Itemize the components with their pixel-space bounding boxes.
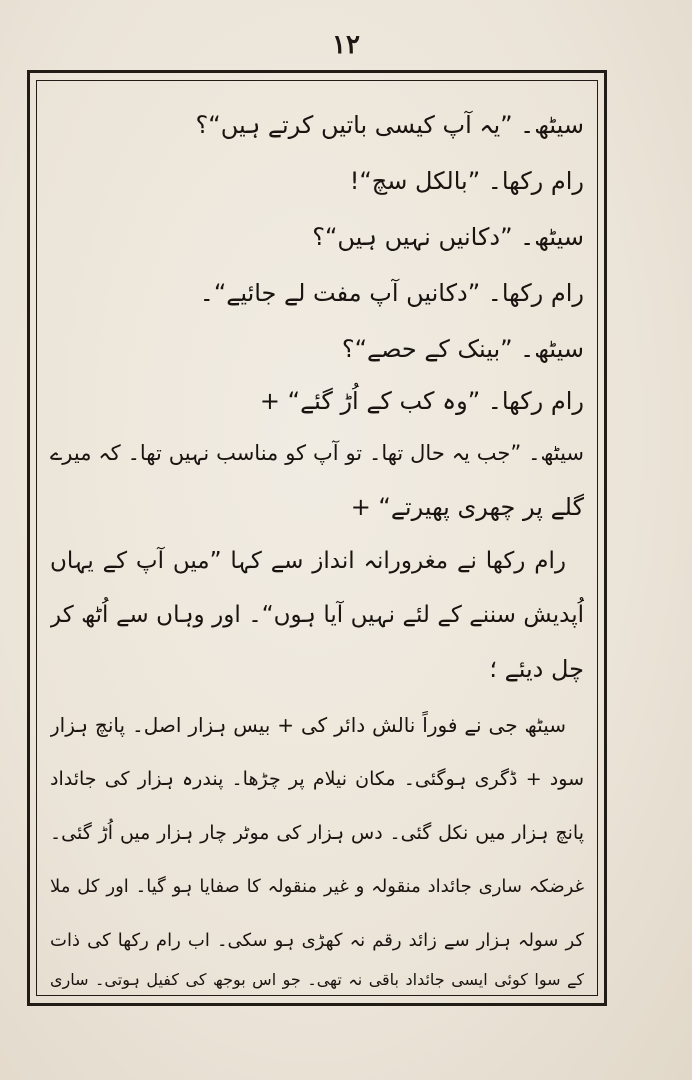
- page-number: ۱۲: [332, 30, 360, 60]
- text-line: سود + ڈگری ہوگئی۔ مکان نیلام پر چڑھا۔ پندرہ ہزار کی جائداد: [50, 768, 584, 790]
- text-line: رام رکھا۔ ”بالکل سچ“!: [349, 167, 584, 195]
- text-line: سیٹھ۔ ”بینک کے حصے“؟: [341, 335, 584, 363]
- text-line: چل دیئے ؛: [489, 655, 584, 683]
- text-line: پانچ ہزار میں نکل گئی۔ دس ہزار کی موٹر چار ہزار میں اُڑ گئی۔: [50, 822, 584, 844]
- page-text: [44, 88, 590, 992]
- text-line: سیٹھ۔ ”جب یہ حال تھا۔ تو آپ کو مناسب نہیں تھا۔ کہ میرے: [50, 441, 584, 465]
- text-line: سیٹھ۔ ”دکانیں نہیں ہیں“؟: [312, 223, 584, 251]
- text-line: رام رکھا۔ ”وہ کب کے اُڑ گئے“ +: [259, 387, 584, 415]
- text-line: اُپدیش سننے کے لئے نہیں آیا ہوں“۔ اور وہاں سے اُٹھ کر: [50, 602, 584, 628]
- text-line: کر سولہ ہزار سے زائد رقم نہ کھڑی ہو سکی۔ اب رام رکھا کی ذات: [50, 930, 584, 951]
- text-line: سیٹھ۔ ”یہ آپ کیسی باتیں کرتے ہیں“؟: [195, 111, 584, 139]
- text-line: رام رکھا نے مغرورانہ انداز سے کہا ”میں آپ کے یہاں: [50, 548, 566, 574]
- text-line: گلے پر چھری پھیرتے“ +: [350, 493, 584, 521]
- text-line: کے سوا کوئی ایسی جائداد باقی نہ تھی۔ جو اس بوجھ کی کفیل ہوتی۔ ساری: [50, 970, 584, 989]
- text-line: سیٹھ جی نے فوراً نالش دائر کی + بیس ہزار اصل۔ پانچ ہزار: [50, 713, 566, 737]
- text-line: رام رکھا۔ ”دکانیں آپ مفت لے جائیے“۔: [199, 279, 584, 307]
- text-line: غرضکہ ساری جائداد منقولہ و غیر منقولہ کا صفایا ہو گیا۔ اور کل ملا: [50, 876, 584, 897]
